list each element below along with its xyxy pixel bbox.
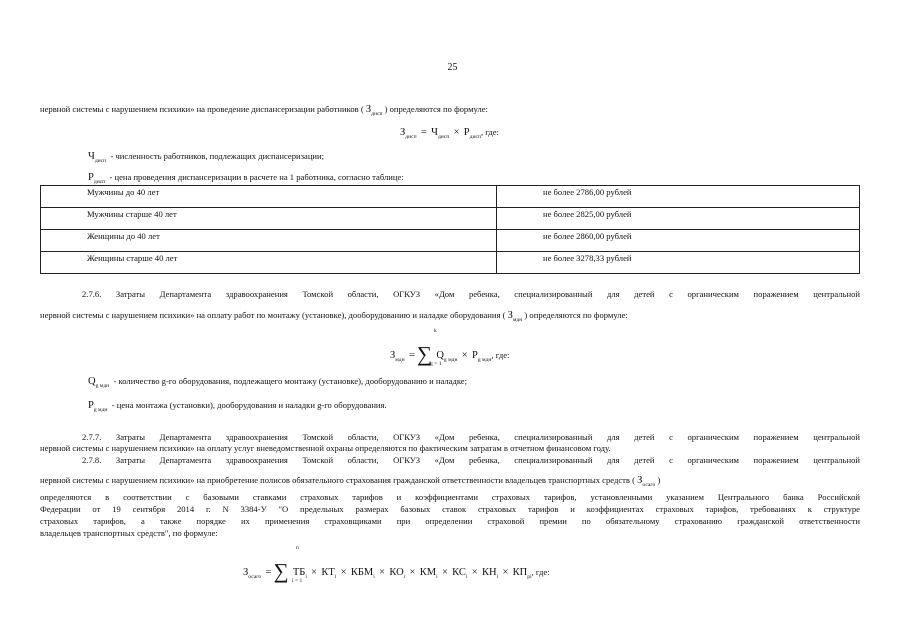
price-table xyxy=(40,185,860,274)
symbol-subscript: дисп xyxy=(94,158,107,164)
sum-sign: ∑ xyxy=(273,559,289,583)
definition-text: - количество g-го оборудования, подлежащего монтажу (установке), дооборудованию и наладке; xyxy=(113,376,467,386)
formula-term-subscript: дисп xyxy=(469,134,481,140)
formula-factor: КТ xyxy=(321,567,335,578)
formula-factor-subscript: i xyxy=(496,574,499,580)
paragraph-2-7-7-line1: 2.7.7. Затраты Департамента здравоохранения Томской области, ОГКУЗ «Дом ребенка, специализированный для детей с органическим поражением центральной xyxy=(82,432,860,442)
formula-lhs: З xyxy=(243,567,249,578)
formula-term: Р xyxy=(472,350,478,361)
times-sign: × xyxy=(453,127,460,138)
symbol-subscript: g мдн xyxy=(93,407,108,413)
times-sign: × xyxy=(441,567,448,578)
text: ) xyxy=(657,475,661,485)
paragraph-2-7-8-line6: владельцев транспортных средств", по формуле: xyxy=(40,528,218,538)
formula-dispensary xyxy=(400,126,499,139)
formula-lhs-subscript: дисп xyxy=(405,134,417,140)
formula-installation xyxy=(390,328,590,369)
formula-insurance xyxy=(243,547,723,587)
paragraph-2-7-8-line1: 2.7.8. Затраты Департамента здравоохранения Томской области, ОГКУЗ «Дом ребенка, специализированный для детей с органическим поражением центральной xyxy=(82,455,860,465)
table-row xyxy=(41,230,860,252)
text: нервной системы с нарушением психики» на проведение диспансеризации работников ( xyxy=(40,104,364,114)
table-cell-group: Мужчины до 40 лет xyxy=(41,186,497,208)
times-sign: × xyxy=(461,350,468,361)
symbol-subscript: осаго xyxy=(642,482,656,488)
symbol: З xyxy=(637,475,643,486)
table-cell-price: не более 2825,00 рублей xyxy=(497,208,860,230)
formula-factor-subscript: i xyxy=(403,574,406,580)
equals-sign: = xyxy=(420,127,427,138)
times-sign: × xyxy=(311,567,318,578)
definition-price xyxy=(88,171,404,184)
formula-factor: КП xyxy=(512,567,528,578)
sum-upper-limit: n xyxy=(296,545,299,551)
formula-factor: КС xyxy=(452,567,466,578)
formula-lhs: З xyxy=(400,127,406,138)
definition-text: - цена монтажа (установки), дооборудования и наладки g-го оборудования. xyxy=(111,400,387,410)
paragraph-2-7-8-line2 xyxy=(40,474,860,487)
page-number: 25 xyxy=(447,62,458,73)
sum-sign: ∑ xyxy=(417,342,433,366)
formula-tail: , где: xyxy=(491,350,510,360)
table-cell-price: не более 3278,33 рублей xyxy=(497,252,860,274)
times-sign: × xyxy=(502,567,509,578)
symbol: Q xyxy=(88,376,96,387)
times-sign: × xyxy=(379,567,386,578)
formula-lhs: З xyxy=(390,350,396,361)
symbol: Р xyxy=(88,400,94,411)
table-row xyxy=(41,208,860,230)
table-cell-group: Женщины старше 40 лет xyxy=(41,252,497,274)
formula-term-subscript: дисп xyxy=(437,134,450,140)
symbol-subscript: g мдн xyxy=(95,383,110,389)
definition-text: - цена проведения диспансеризации в расчете на 1 работника, согласно таблице: xyxy=(109,172,404,182)
formula-factor-subscript: i xyxy=(373,574,375,580)
paragraph-2-7-8-line5: страховых тарифов, а также порядке их применения страховщиками при определении страховой премии по обязательному страхованию гражданской ответственности xyxy=(40,516,860,526)
formula-factor: КО xyxy=(389,567,404,578)
paragraph-2-7-6-line2 xyxy=(40,309,628,322)
symbol-subscript: дисп xyxy=(371,111,383,117)
formula-factor-subscript: i xyxy=(305,574,307,580)
times-sign: × xyxy=(409,567,416,578)
table-row xyxy=(41,252,860,274)
paragraph-dispensary-intro xyxy=(40,103,488,116)
sum-lower-limit: g = 1 xyxy=(430,361,442,367)
formula-term: Р xyxy=(463,127,470,138)
formula-term-subscript: g мдн xyxy=(443,357,458,363)
symbol: Р xyxy=(88,172,94,183)
symbol: З xyxy=(365,104,372,115)
formula-factor: ТБ xyxy=(292,567,306,578)
formula-term-subscript: g мдн xyxy=(477,357,492,363)
paragraph-2-7-6-line1: 2.7.6. Затраты Департамента здравоохранения Томской области, ОГКУЗ «Дом ребенка, специализированный для детей с органическим поражением центральной xyxy=(82,289,860,299)
sum-lower-limit: i = 1 xyxy=(292,578,303,584)
text: нервной системы с нарушением психики» на оплату работ по монтажу (установке), дооборудованию и наладке оборудования ( xyxy=(40,310,506,320)
formula-factor: КБМ xyxy=(350,567,374,578)
formula-lhs-subscript: мдн xyxy=(395,357,405,363)
paragraph-2-7-8-line3: определяются в соответствии с базовыми ставками страховых тарифов и коэффициентами страховых тарифов, установленными указанием Центрального банка Российской xyxy=(40,492,860,502)
text: ) определяются по формуле: xyxy=(524,310,628,320)
table-cell-group: Мужчины старше 40 лет xyxy=(41,208,497,230)
formula-term: Ч xyxy=(431,127,438,138)
symbol: Ч xyxy=(88,151,95,162)
formula-factor-subscript: i xyxy=(465,574,468,580)
formula-lhs-subscript: осаго xyxy=(248,574,262,580)
table-cell-group: Женщины до 40 лет xyxy=(41,230,497,252)
definition-installation-price xyxy=(88,399,387,412)
formula-factor-subscript: i xyxy=(334,574,337,580)
formula-term: Q xyxy=(436,350,444,361)
definition-quantity xyxy=(88,375,467,388)
formula-factor: КН xyxy=(482,567,497,578)
formula-factor: КМ xyxy=(419,567,437,578)
symbol-subscript: дисп xyxy=(93,179,106,185)
formula-factor-subscript: i xyxy=(436,574,438,580)
equals-sign: = xyxy=(265,567,272,578)
equals-sign: = xyxy=(408,350,415,361)
paragraph-2-7-8-line4: Федерации от 19 сентября 2014 г. N 3384-У "О предельных размерах базовых ставок страховых тарифов и коэффициентах страховых тарифов, требованиях к структуре xyxy=(40,504,860,514)
text: нервной системы с нарушением психики» на приобретение полисов обязательного страхования гражданской ответственности владельцев транспортных средств ( xyxy=(40,475,635,485)
table-row xyxy=(41,186,860,208)
formula-tail: , где: xyxy=(531,567,550,577)
definition-text: - численность работников, подлежащих диспансеризации; xyxy=(110,151,325,161)
times-sign: × xyxy=(471,567,478,578)
text: ) определяются по формуле: xyxy=(384,104,488,114)
symbol-subscript: мдн xyxy=(512,317,523,323)
formula-tail: , где: xyxy=(480,127,499,137)
times-sign: × xyxy=(340,567,347,578)
table-cell-price: не более 2786,00 рублей xyxy=(497,186,860,208)
table-cell-price: не более 2860,00 рублей xyxy=(497,230,860,252)
paragraph-2-7-7-line2: нервной системы с нарушением психики» на оплату услуг вневедомственной охраны определяются по фактическим затратам в отчетном финансовом году. xyxy=(40,443,611,453)
symbol: З xyxy=(507,310,513,321)
sum-upper-limit: k xyxy=(434,328,437,334)
formula-factor-subscript: pi xyxy=(527,574,532,580)
definition-headcount xyxy=(88,150,324,163)
